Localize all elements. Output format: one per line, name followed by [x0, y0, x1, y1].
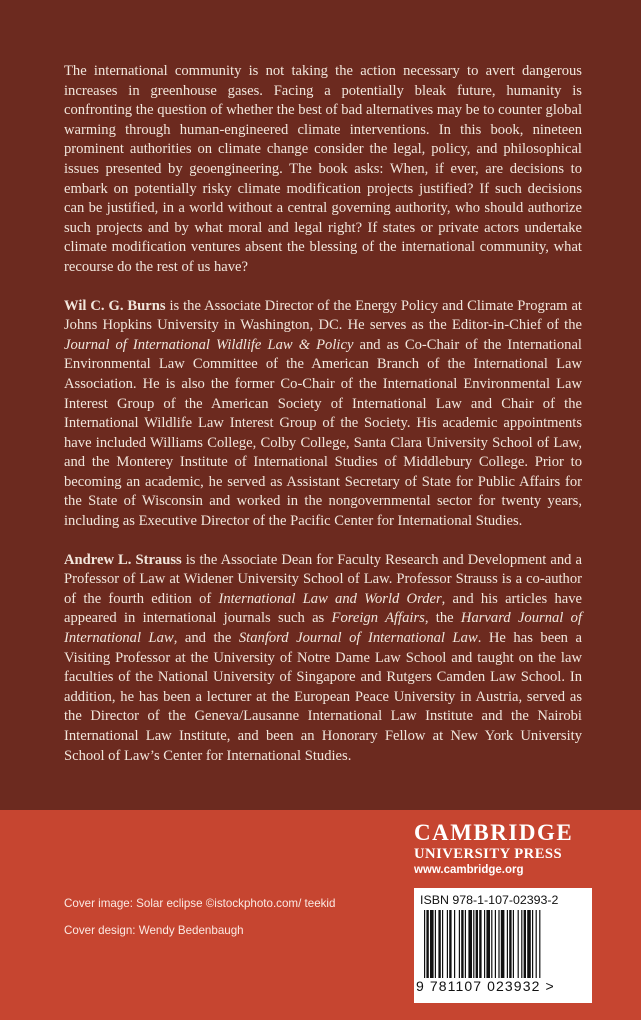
barcode-bar — [484, 910, 485, 978]
bio-text: , and the — [173, 630, 239, 647]
author-name: Andrew L. Strauss — [64, 551, 182, 568]
author-name: Wil C. G. Burns — [64, 297, 166, 314]
barcode-bar — [424, 910, 425, 978]
isbn-label: ISBN 978-1-107-02393-2 — [420, 893, 559, 907]
barcode-bar — [442, 910, 443, 978]
barcode-bar — [527, 910, 531, 978]
barcode-digits: 9 781107 023932 > — [416, 978, 555, 994]
barcode-bar — [513, 910, 514, 978]
book-title: International Law and World Order — [218, 590, 442, 607]
journal-title: Foreign Affairs — [331, 610, 425, 627]
barcode-bar — [536, 910, 537, 978]
bio-text: , the — [424, 610, 461, 627]
journal-title: Stanford Journal of International Law — [238, 630, 478, 647]
bio-text: , and his articles have appeared in international journals such as — [64, 590, 582, 627]
barcode-bar — [495, 910, 496, 978]
barcode-bar — [498, 910, 499, 978]
barcode-bar — [501, 910, 505, 978]
publisher-subname: UNIVERSITY PRESS — [414, 846, 563, 862]
barcode-bar — [459, 910, 460, 978]
cover-design-credit: Cover design: Wendy Bedenbaugh — [64, 924, 244, 937]
barcode-bar — [524, 910, 526, 978]
barcode-bar — [479, 910, 481, 978]
barcode-bar — [454, 910, 455, 978]
back-cover-text — [64, 62, 582, 785]
blurb-paragraph: The international community is not taking the action necessary to avert dangerous increases in greenhouse gases. Facing a potentially bleak future, humanity is confronting the question of whether the best of bad alternatives may be to counter global warming through human-engineered climate interventions. In this book, nineteen prominent authorities on climate change consider the legal, policy, and philosophical issues presented by geoengineering. The book asks: When, if ever, are decisions to embark on potentially risky climate modification projects justified? If such decisions can be justified, in a world without a central governing authority, who should authorize such projects and by what moral and legal right? If states or private actors undertake climate modification ventures absent the blessing of the international community, what recourse do the rest of us have? — [64, 63, 582, 275]
publisher-name: CAMBRIDGE — [414, 820, 574, 845]
bio-text: is the Associate Director of the Energy Policy and Climate Program at Johns Hopkins University in Washington, DC. He serves as the Editor-in-Chief of the — [64, 297, 582, 334]
barcode-bar — [473, 910, 474, 978]
bio-text: . He has been a Visiting Professor at the University of Notre Dame Law School and taught on the law faculties of the National University of Singapore and Rutgers Camden Law School. In addition, he has been a lecturer at the European Peace University in Austria, served as the Director of the Geneva/Lausanne International Law Institute and the Nairobi International Law Institute, and been an Honorary Fellow at New York University School of Law’s Center for International Studies. — [64, 630, 582, 764]
barcode-bar — [521, 910, 522, 978]
barcode-bar — [447, 910, 448, 978]
barcode-bar — [438, 910, 440, 978]
barcode-bar — [476, 910, 478, 978]
barcode-bar — [532, 910, 533, 978]
author-bio-burns — [64, 297, 582, 532]
journal-title: Harvard Journal of International Law — [64, 610, 582, 647]
barcode-bar — [518, 910, 519, 978]
barcode-bar — [449, 910, 451, 978]
barcode-bar — [435, 910, 436, 978]
isbn-barcode — [414, 888, 592, 1003]
author-bio-strauss — [64, 551, 582, 767]
bio-text: is the Associate Dean for Faculty Research and Development and a Professor of Law at Widener University School of Law. Professor Strauss is a co-author of the fourth edition of — [64, 551, 582, 607]
bio-text: and as Co-Chair of the International Environmental Law Committee of the American Branch of the International Law Association. He is also the former Co-Chair of the International Environmental Law Interest Group of the American Society of International Law and Chair of the International Wildlife Law Interest Group of the Society. His academic appointments have included Williams College, Colby College, Santa Clara University School of Law, and the Monterey Institute of International Studies of Middlebury College. Prior to becoming an academic, he served as Assistant Secretary of State for Public Affairs for the State of Wisconsin and worked in the nongovernmental sector for twenty years, including as Executive Director of the Pacific Center for International Studies. — [64, 336, 582, 530]
barcode-bar — [509, 910, 511, 978]
cover-credits — [64, 896, 354, 950]
barcode-bar — [491, 910, 492, 978]
barcode-bar — [539, 910, 540, 978]
barcode-bar — [426, 910, 428, 978]
barcode-bar — [507, 910, 508, 978]
barcode-bars — [422, 910, 586, 982]
barcode-bar — [486, 910, 490, 978]
barcode-bar — [461, 910, 463, 978]
barcode-bar — [430, 910, 434, 978]
publisher-url: www.cambridge.org — [414, 864, 524, 876]
barcode-bar — [465, 910, 466, 978]
cover-image-credit: Cover image: Solar eclipse ©istockphoto.com/ teekid — [64, 897, 336, 910]
journal-title: Journal of International Wildlife Law & Policy — [64, 336, 354, 353]
publisher-logo — [414, 820, 594, 878]
barcode-bar — [468, 910, 472, 978]
